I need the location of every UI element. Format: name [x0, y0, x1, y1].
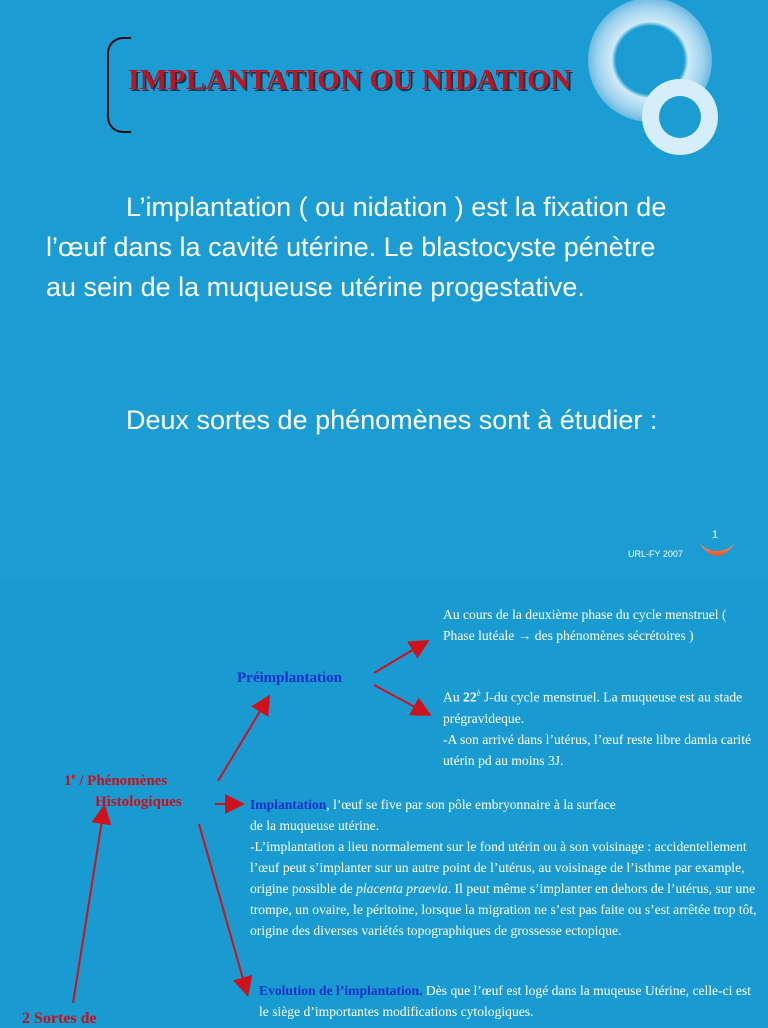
- arrow-to-preimplantation: [218, 698, 268, 781]
- intro-text: L’implantation ( ou nidation ) est la fixation de l’œuf dans la cavité utérine. Le blastocyste pénètre au sein de la muqueuse utérine progestative.: [46, 192, 667, 302]
- implantation-text: Implantation, l’œuf se five par son pôle embryonnaire à la surface de la muqueuse utérine. -L’implantation a lieu normalement sur le fond utérin ou à son voisinage : accidentellement l’œuf peut s’implanter sur un autre point de l’utérus, au voisinage de l’isthme par example, origine possible de placenta praevia. Il peut même s’implanter en dehors de l’utérus, sur une trompe, un ovaire, le péritoine, lorsque la migration ne s’est pas faite ou s’est arrêtée trop tôt, origine des diverses variétés topographiques de grossesse ectopique.: [250, 797, 757, 938]
- implantation-label: Implantation: [250, 797, 327, 812]
- root-label: 1e / Phénomènes: [64, 771, 168, 789]
- intro-paragraph: [46, 187, 686, 307]
- slide-2: [0, 578, 768, 1027]
- bottom-label: 2 Sortes de: [22, 1010, 97, 1027]
- evolution-label: Evolution de l’implantation.: [259, 983, 423, 998]
- footer-text: URL-FY 2007: [628, 549, 683, 559]
- root-label-line2: Histologiques: [95, 794, 182, 810]
- preimplantation-text-1: Au cours de la deuxième phase du cycle menstruel ( Phase lutéale → des phénomènes sécrétoires ): [443, 607, 727, 643]
- bowl-icon: [697, 539, 737, 563]
- preimplantation-text-2: Au $22^è$ J-du cycle menstruel. La muqueuse est au stade prégravideque. -A son arrivé dans l’utérus, l’œuf reste libre damla carité utérin pd au moins 3J.: [443, 688, 752, 768]
- arrow-to-luteal-text: [374, 642, 426, 673]
- second-paragraph: [46, 400, 686, 440]
- page-title: IMPLANTATION OU NIDATION: [128, 64, 572, 96]
- evolution-text: Evolution de l’implantation. Dès que l’œuf est logé dans la muqeuse Utérine, celle-ci est le siège d’importantes modifications cytologiques.: [259, 983, 751, 1019]
- preimplantation-label: Préimplantation: [237, 670, 342, 686]
- arrow-to-evolution: [199, 824, 247, 993]
- arrow-to-22-text: [374, 685, 428, 714]
- decorative-rings: [560, 0, 768, 170]
- page-number: 1: [712, 529, 719, 541]
- arrow-from-bottom: [73, 808, 104, 1003]
- second-text: Deux sortes de phénomènes sont à étudier :: [126, 405, 658, 435]
